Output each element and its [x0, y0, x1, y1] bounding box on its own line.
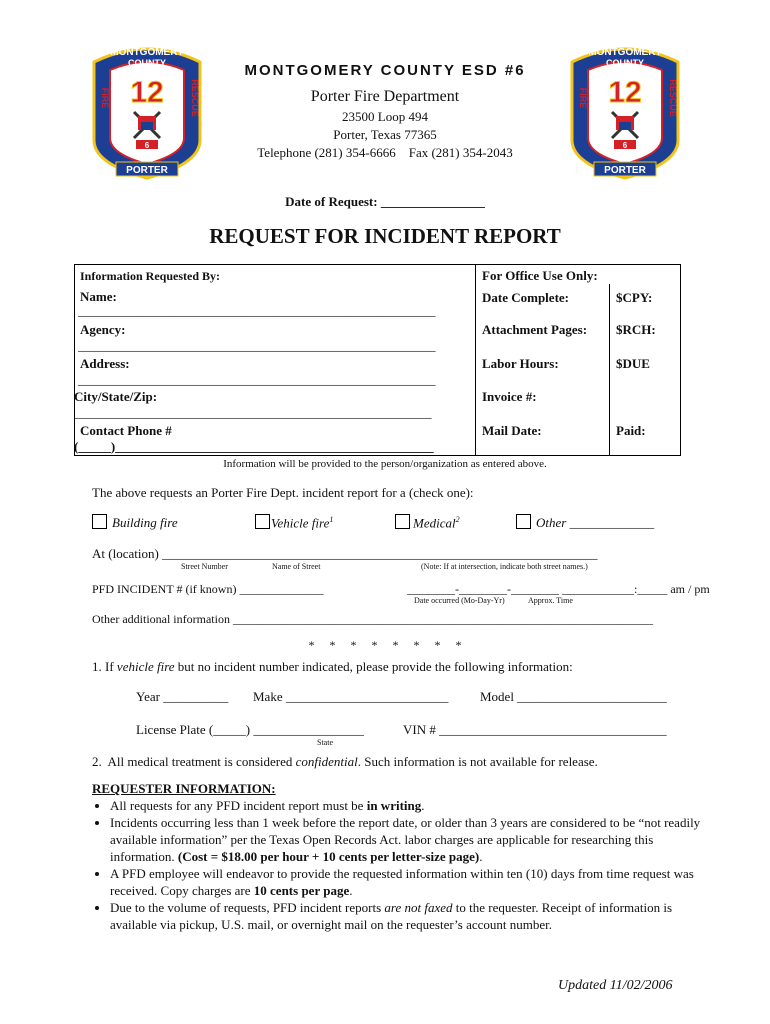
date-of-request-field[interactable]: Date of Request: ________________ — [285, 194, 485, 209]
patch-bottom-text: PORTER — [126, 165, 168, 176]
incident-number-field[interactable]: PFD INCIDENT # (if known) ______________ — [92, 582, 324, 596]
form-title: REQUEST FOR INCIDENT REPORT — [209, 224, 561, 248]
requester-info-list — [80, 797, 720, 933]
section-separator: * * * * * * * * — [308, 638, 462, 652]
b4-pre: Due to the volume of requests, PFD incident reports — [110, 900, 385, 915]
patch-county-text: COUNTY — [606, 58, 644, 68]
vehicle-fire-label — [271, 515, 333, 531]
building-fire-label: Building fire — [112, 515, 178, 530]
other-field[interactable]: _____________ — [569, 515, 655, 530]
office-use-heading: For Office Use Only: — [482, 268, 598, 283]
department-name: Porter Fire Department — [310, 88, 460, 105]
patch-number-text: 12 — [130, 76, 164, 109]
patch-top-text: MONTGOMERY — [110, 47, 184, 58]
item-1 — [92, 659, 573, 675]
b1-pre: All requests for any PFD incident report must be — [110, 798, 367, 813]
cpy-label: $CPY: — [616, 290, 653, 305]
vehicle-fire-footnote: 1 — [329, 515, 334, 524]
requester-info-heading: REQUESTER INFORMATION: — [92, 781, 276, 796]
building-fire-checkbox[interactable] — [92, 514, 107, 529]
b2-bold: (Cost = $18.00 per hour + 10 cents per letter-size page) — [177, 849, 480, 864]
due-label: $DUE — [616, 356, 650, 371]
vin-field[interactable]: VIN # ___________________________________ — [403, 722, 667, 737]
b2-post: . — [479, 849, 483, 864]
b3-post: . — [349, 883, 353, 898]
updated-date: Updated 11/02/2006 — [558, 978, 673, 993]
request-prompt: The above requests an Porter Fire Dept. incident report for a (check one): — [92, 485, 474, 500]
contact-line — [0, 145, 770, 161]
agency-label: Agency: — [80, 322, 126, 337]
location-field[interactable]: At (location) ___________________________________________________________________ — [92, 546, 598, 561]
city-state-zip-field[interactable]: _______________________________________________________ — [74, 405, 432, 420]
patch-top-text: MONTGOMERY — [588, 47, 662, 58]
b1-post: . — [421, 798, 425, 813]
agency-field[interactable]: _______________________________________________________ — [78, 338, 436, 353]
patch-left-text: FIRE — [578, 87, 588, 109]
item-2 — [92, 754, 598, 770]
rch-label: $RCH: — [616, 322, 656, 337]
city-state-zip-label: City/State/Zip: — [74, 389, 158, 404]
other-label — [536, 515, 654, 531]
state-caption: State — [317, 738, 333, 747]
paid-label: Paid: — [616, 423, 646, 438]
invoice-label: Invoice #: — [482, 389, 537, 404]
street-name-caption: Name of Street — [272, 562, 321, 571]
vehicle-fire-text: Vehicle fire — [271, 515, 330, 531]
other-text: Other — [536, 515, 567, 530]
vehicle-year-field[interactable]: Year __________ — [136, 689, 229, 704]
name-label: Name: — [80, 289, 117, 304]
table-divider-office — [609, 284, 610, 455]
b2-text: Incidents occurring less than 1 week before the report date, or older than 3 years are considered to be “not readily available information” per the Texas Open Records Act. labor charges are applicable for researching this information. — [110, 815, 701, 864]
medical-label — [413, 515, 460, 531]
name-field[interactable]: _______________________________________________________ — [78, 303, 436, 318]
incident-date-time-field[interactable]: ________-________-________ ____________:_____ am / pm — [407, 582, 710, 596]
b4-em: are not faxed — [384, 900, 453, 915]
contact-phone-field[interactable]: (_____)_________________________________________________ — [74, 439, 434, 454]
item-2-pre: All medical treatment is considered — [107, 754, 296, 769]
requester-bullet-delivery — [110, 899, 720, 933]
date-complete-label: Date Complete: — [482, 290, 569, 305]
vehicle-model-field[interactable]: Model _______________________ — [480, 689, 667, 704]
item-2-emphasis: confidential — [295, 754, 358, 769]
contact-phone-label: Contact Phone # — [80, 423, 172, 438]
b3-pre: A PFD employee will endeavor to provide the requested information within ten (10) days from time request was received. Copy charges are — [110, 866, 694, 898]
item-2-post: . Such information is not available for release. — [357, 754, 598, 769]
info-note: Information will be provided to the person/organization as entered above. — [223, 458, 547, 470]
date-occurred-caption: Date occurred (Mo-Day-Yr) — [414, 596, 505, 605]
item-1-emphasis: vehicle fire — [116, 659, 175, 674]
vehicle-make-field[interactable]: Make _________________________ — [253, 689, 449, 704]
other-info-field[interactable]: Other additional information ______________________________________________________________________ — [92, 612, 653, 626]
table-divider — [475, 265, 476, 455]
patch-county-text: COUNTY — [128, 58, 166, 68]
approx-time-caption: Approx. Time — [528, 596, 573, 605]
item-1-post: but no incident number indicated, please provide the following information: — [174, 659, 573, 674]
patch-number-text: 12 — [608, 76, 642, 109]
street-number-caption: Street Number — [181, 562, 228, 571]
address-label: Address: — [80, 356, 130, 371]
b1-bold: in writing — [366, 798, 422, 813]
item-2-number: 2. — [92, 754, 102, 769]
item-1-number: 1. — [92, 659, 102, 674]
vehicle-fire-checkbox[interactable] — [255, 514, 270, 529]
requester-bullet-timeframe — [110, 865, 720, 899]
patch-bottom-text: PORTER — [604, 165, 646, 176]
telephone: Telephone (281) 354-6666 — [257, 145, 396, 160]
address-line-2: Porter, Texas 77365 — [333, 127, 437, 142]
b4-post: to the requester. Receipt of information is available via pickup, U.S. mail, or overnight mail on the requester’s account number. — [110, 900, 673, 932]
requester-bullet-availability — [110, 814, 720, 865]
patch-unit-text: 6 — [144, 141, 150, 150]
patch-right-text: RESCUE — [190, 79, 200, 117]
fax: Fax (281) 354-2043 — [408, 145, 513, 160]
patch-right-text: RESCUE — [668, 79, 678, 117]
mail-date-label: Mail Date: — [482, 423, 542, 438]
item-1-pre: If — [105, 659, 117, 674]
patch-unit-text: 6 — [622, 141, 628, 150]
patch-left-text: FIRE — [100, 87, 110, 109]
other-checkbox[interactable] — [516, 514, 531, 529]
intersection-note: (Note: If at intersection, indicate both street names.) — [421, 562, 588, 571]
address-field[interactable]: _______________________________________________________ — [78, 372, 436, 387]
medical-footnote: 2 — [455, 515, 460, 524]
medical-text: Medical — [413, 515, 456, 531]
info-requested-heading: Information Requested By: — [80, 269, 220, 283]
labor-hours-label: Labor Hours: — [482, 356, 559, 371]
license-plate-field[interactable]: License Plate (_____) _________________ — [136, 722, 364, 737]
address-line-1: 23500 Loop 494 — [342, 109, 428, 124]
attachment-pages-label: Attachment Pages: — [482, 322, 588, 337]
b3-bold: 10 cents per page — [253, 883, 350, 898]
medical-checkbox[interactable] — [395, 514, 410, 529]
requester-bullet-writing — [110, 797, 720, 814]
org-title: MONTGOMERY COUNTY ESD #6 — [244, 62, 526, 79]
